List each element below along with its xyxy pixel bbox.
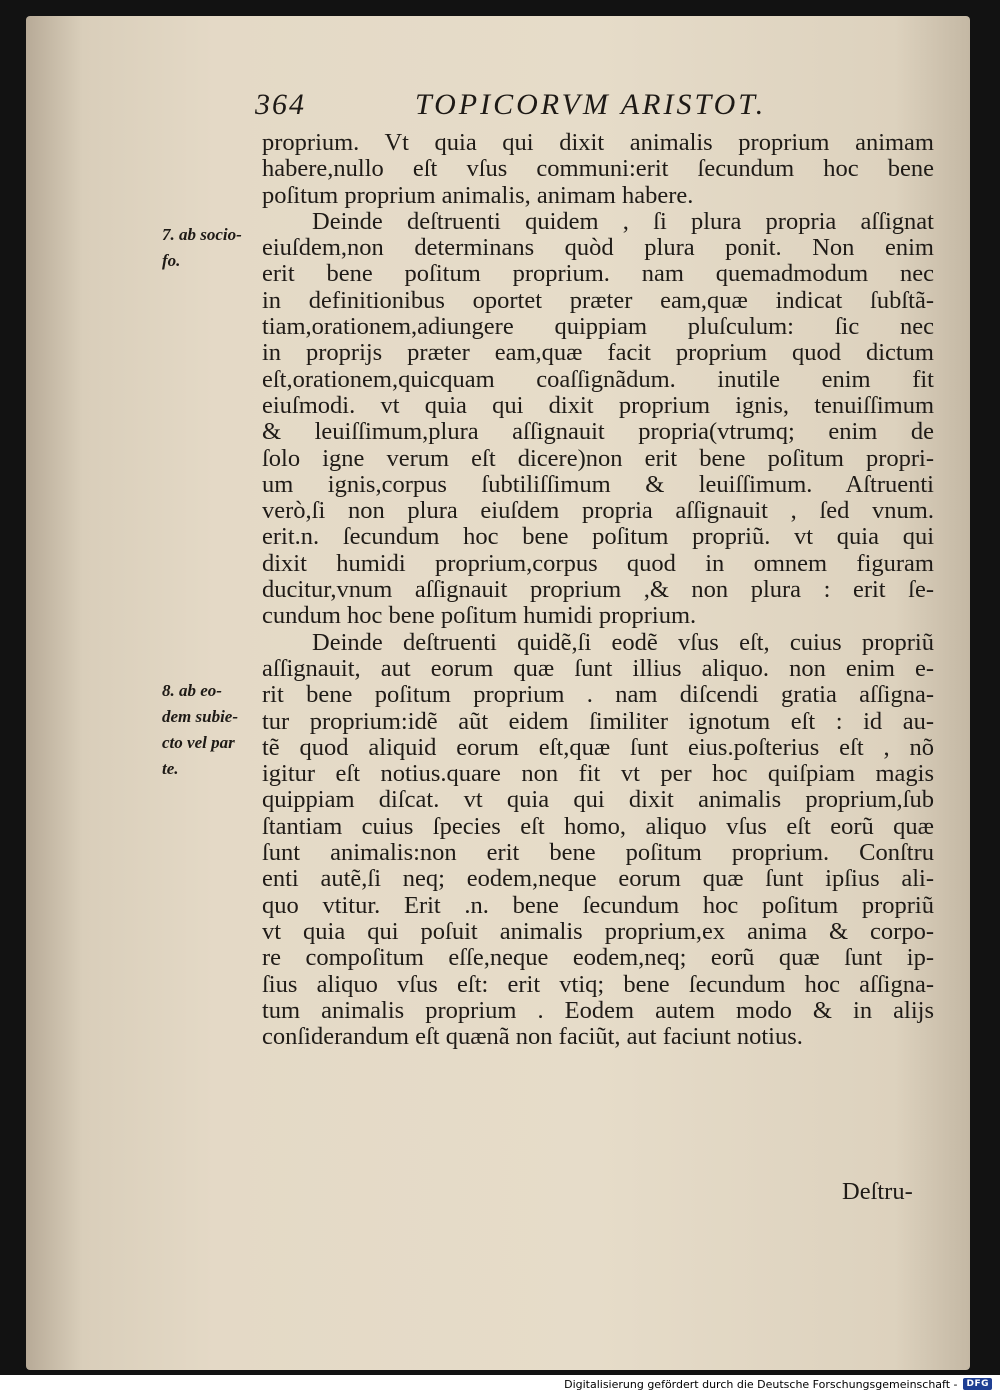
text-line: Deinde deſtruenti quidem , ſi plura propria aſſignat: [312, 208, 934, 235]
text-line: um ignis,corpus ſubtiliſſimum & leuiſſimum. Aſtruenti: [262, 471, 934, 498]
text-line: proprium. Vt quia qui dixit animalis proprium animam: [262, 130, 934, 156]
text-line: tiam,orationem,adiungere quippiam pluſculum: ſic nec: [262, 314, 934, 341]
text-line: tum animalis proprium . Eodem autem modo & in alijs: [262, 997, 934, 1024]
text-line: igitur eſt notius.quare non fit vt per hoc quiſpiam magis: [262, 761, 934, 788]
dfg-logo: DFG: [963, 1378, 992, 1390]
text-line: ſtantiam cuius ſpecies eſt homo, aliquo vſus eſt eorũ quæ: [262, 813, 934, 840]
margin-note-line: cto vel par: [162, 733, 235, 752]
text-line: rit bene poſitum proprium . nam diſcendi gratia aſſigna-: [262, 682, 934, 709]
text-line: vt quia qui poſuit animalis proprium,ex anima & corpo-: [262, 918, 934, 945]
text-line: dixit humidi proprium,corpus quod in omnem figuram: [262, 550, 934, 577]
margin-note-line: te.: [162, 759, 179, 778]
text-line: ſius aliquo vſus eſt: erit vtiq; bene ſecundum hoc aſſigna-: [262, 971, 934, 998]
margin-note-2: [162, 678, 260, 782]
text-line: re compoſitum eſſe,neque eodem,neq; eorũ quæ ſunt ip-: [262, 945, 934, 972]
text-line: ſunt animalis:non erit bene poſitum proprium. Conſtru: [262, 840, 934, 867]
footer-text: Digitalisierung gefördert durch die Deutsche Forschungsgemeinschaft -: [564, 1377, 958, 1391]
text-line: in proprijs præter eam,quæ facit proprium quod dictum: [262, 340, 934, 367]
margin-note-line: dem subie-: [162, 707, 239, 726]
text-line: habere,nullo eſt vſus communi:erit ſecundum hoc bene: [262, 156, 934, 183]
text-line: eſt,orationem,quicquam coaſſignãdum. inutile enim fit: [262, 366, 934, 393]
text-line: erit.n. ſecundum hoc bene poſitum propriũ. vt quia qui: [262, 524, 934, 551]
text-line: erit bene poſitum proprium. nam quemadmodum nec: [262, 261, 934, 288]
text-line: poſitum proprium animalis, animam habere.: [262, 182, 694, 209]
digitization-footer: [564, 1376, 992, 1392]
text-line: ducitur,vnum aſſignauit proprium ,& non plura : erit ſe-: [262, 577, 934, 604]
text-line: Deinde deſtruenti quidẽ,ſi eodẽ vſus eſt, cuius propriũ: [312, 629, 934, 656]
text-line: cundum hoc bene poſitum humidi proprium.: [262, 603, 697, 630]
text-line: enti autẽ,ſi neq; eodem,neque eorum quæ ſunt ipſius ali-: [262, 866, 934, 893]
text-line: quo vtitur. Erit .n. bene ſecundum hoc poſitum propriũ: [262, 892, 934, 919]
text-line: & leuiſſimum,plura aſſignauit propria(vtrumq; enim de: [262, 419, 934, 446]
margin-note-line: 8. ab eo-: [162, 681, 222, 700]
text-line: ſolo igne verum eſt dicere)non erit bene poſitum propri-: [262, 445, 934, 472]
margin-note-line: fo.: [162, 251, 181, 270]
text-line: aſſignauit, aut eorum quæ ſunt illius aliquo. non enim e-: [262, 655, 934, 682]
catchword: Deſtru-: [842, 1178, 913, 1205]
text-line: tẽ quod aliquid eorum eſt,quæ ſunt eius.poſterius eſt , nõ: [262, 734, 934, 761]
text-line: tur proprium:idẽ aũt eidem ſimiliter ignotum eſt : id au-: [262, 708, 934, 735]
margin-note-1: [162, 222, 260, 274]
text-line: quippiam diſcat. vt quia qui dixit animalis proprium,ſub: [262, 787, 934, 814]
running-title: TOPICORVM ARISTOT.: [415, 88, 767, 121]
body-text: [262, 130, 934, 1050]
text-line: conſiderandum eſt quænã non faciũt, aut faciunt notius.: [262, 1024, 803, 1051]
page-number: 364: [255, 88, 306, 121]
text-line: eiuſdem,non determinans quòd plura ponit. Non enim: [262, 235, 934, 262]
text-line: in definitionibus oportet præter eam,quæ indicat ſubſtã-: [262, 287, 934, 314]
margin-note-line: 7. ab socio-: [162, 225, 242, 244]
text-line: eiuſmodi. vt quia qui dixit proprium ignis, tenuiſſimum: [262, 392, 934, 419]
text-line: verò,ſi non plura eiuſdem propria aſſignauit , ſed vnum.: [262, 498, 934, 525]
